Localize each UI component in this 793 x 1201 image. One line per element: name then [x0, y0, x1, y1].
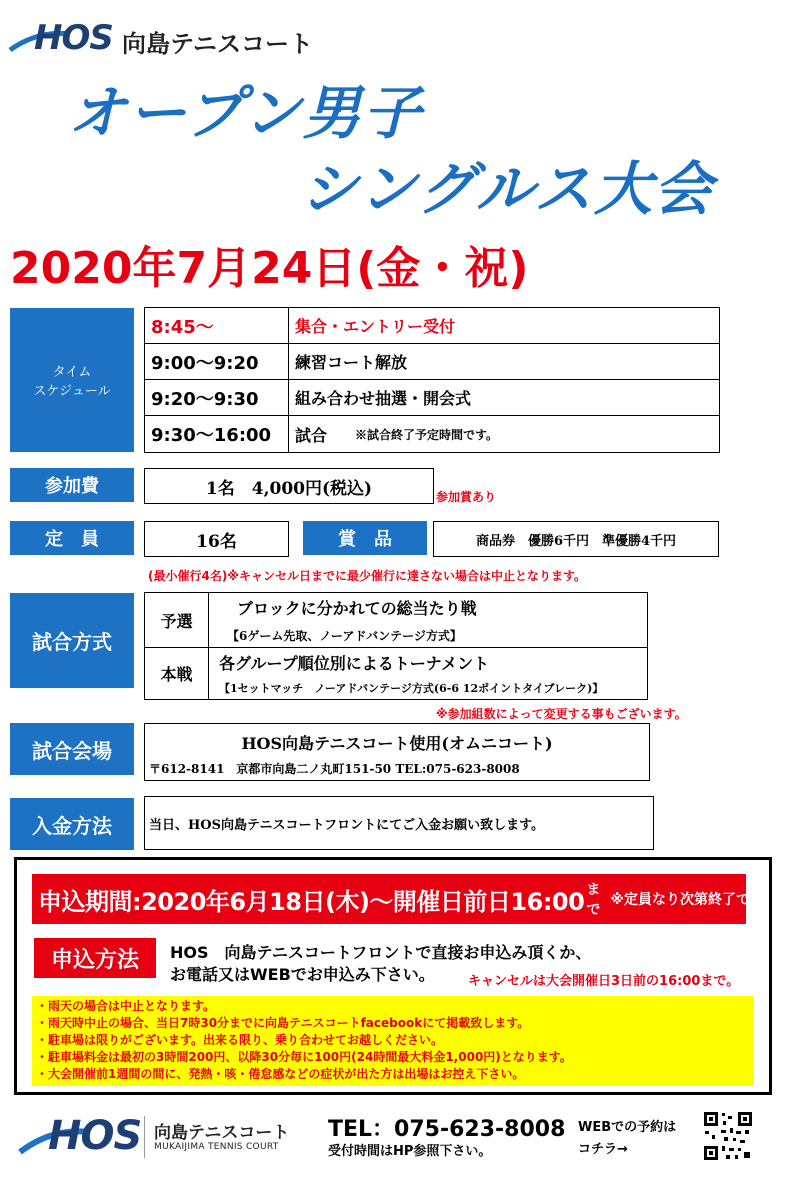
- format-table: [144, 592, 648, 700]
- fee-value: 1名 4,000円(税込): [205, 478, 373, 499]
- schedule-event-1: 練習コート解放: [288, 343, 720, 380]
- schedule-time-2: 9:20～9:30: [144, 379, 289, 416]
- main-sub: 【1セットマッチ ノーアドバンテージ方式(6-6 12ポイントタイブレーク)】: [219, 682, 604, 695]
- application-period-text: 申込期間:2020年6月18日(木)～開催日前日16:00: [38, 887, 585, 916]
- capacity-value-box: [144, 521, 289, 557]
- footer-hours: 受付時間はHP参照下さい。: [328, 1144, 492, 1159]
- notice-item: ・駐車場は限りがございます。出来る限り、乗り合わせてお越しください。: [36, 1033, 444, 1047]
- footer-name-en: MUKAIJIMA TENNIS COURT: [154, 1142, 279, 1152]
- fee-label: 参加費: [10, 468, 134, 502]
- main-label: [144, 647, 209, 700]
- venue-name: HOS向島テニスコート使用(オムニコート): [241, 734, 553, 753]
- venue-label: 試合会場: [10, 723, 134, 775]
- footer-web-line1: WEBでの予約は: [578, 1120, 677, 1135]
- hos-logo-header: [8, 20, 118, 56]
- notice-item: ・雨天の場合は中止となります。: [36, 999, 216, 1013]
- format-label: 試合方式: [10, 593, 134, 688]
- capacity-value: 16名: [196, 531, 237, 552]
- prize-value-box: [433, 521, 719, 557]
- schedule-label-line2: スケジュール: [33, 384, 111, 399]
- venue-box: [144, 723, 650, 781]
- fee-note: 参加賞あり: [436, 490, 497, 504]
- prelim-sub: 【6ゲーム先取、ノーアドバンテージ方式】: [227, 629, 462, 643]
- notice-item: ・大会開催前1週間の間に、発熱・咳・倦怠感などの症状が出た方は出場はお控え下さい。: [36, 1067, 525, 1081]
- prize-label: 賞 品: [303, 521, 427, 555]
- schedule-time-0: 8:45～: [144, 307, 289, 344]
- hos-logo-footer: [18, 1112, 142, 1160]
- footer-tel: TEL：075-623-8008: [328, 1117, 566, 1142]
- title-line-2: シングルス大会: [300, 155, 714, 223]
- brand-name-header: 向島テニスコート: [122, 30, 314, 58]
- main-text: 各グループ順位別によるトーナメント: [219, 654, 490, 673]
- venue-address: 〒612-8141 京都市向島二ノ丸町151-50 TEL:075-623-8008: [149, 762, 520, 776]
- notice-item: ・雨天時中止の場合、当日7時30分までに向島テニスコートfacebookにて掲載致します。: [36, 1016, 530, 1030]
- application-method-label: [34, 938, 156, 978]
- fee-value-box: [144, 468, 434, 504]
- payment-box: [144, 796, 654, 850]
- hos-logo-footer-text: HOS: [48, 1113, 142, 1159]
- schedule-event-3-text: 試合: [295, 425, 328, 445]
- footer-web-line2: コチラ→: [578, 1142, 628, 1157]
- notice-box: [32, 996, 754, 1086]
- event-date: 2020年7月24日(金・祝): [10, 243, 529, 294]
- application-method-label-text: 申込方法: [50, 947, 139, 973]
- notice-item: ・駐車場料金は最初の3時間200円、以降30分毎に100円(24時間最大料金1,000円)となります。: [36, 1050, 572, 1064]
- footer-name-jp: 向島テニスコート: [154, 1123, 290, 1143]
- prelim-label: [144, 592, 209, 648]
- application-method-line2: お電話又はWEBでお申込み下さい。: [170, 965, 435, 984]
- schedule-event-3: [288, 415, 720, 453]
- schedule-label-line1: タイム: [52, 365, 92, 380]
- capacity-note: (最小催行4名)※キャンセル日までに最少催行に達さない場合は中止となります。: [148, 569, 587, 583]
- application-period-banner: [32, 874, 777, 924]
- schedule-label: [10, 308, 134, 452]
- format-note: ※参加組数によって変更する事もございます。: [436, 707, 687, 721]
- prelim-content: [208, 592, 648, 648]
- main-content: [208, 647, 648, 700]
- main-label-text: 本戦: [160, 665, 193, 684]
- application-period-suffix: まで: [586, 882, 601, 918]
- application-method-line1: HOS 向島テニスコートフロントで直接お申込み頂くか、: [170, 943, 592, 962]
- prelim-label-text: 予選: [160, 611, 193, 631]
- schedule-time-1: 9:00～9:20: [144, 343, 289, 380]
- schedule-event-3-note: ※試合終了予定時間です。: [355, 427, 499, 442]
- schedule-time-3: 9:30～16:00: [144, 415, 289, 453]
- capacity-label: 定 員: [10, 521, 134, 555]
- application-period-note: ※定員なり次第終了です。: [610, 892, 777, 908]
- payment-text: 当日、HOS向島テニスコートフロントにてご入金お願い致します。: [149, 817, 545, 833]
- schedule-table: [144, 307, 720, 453]
- footer-divider: [144, 1116, 145, 1158]
- prelim-text: ブロックに分かれての総当たり戦: [237, 599, 477, 618]
- qr-code-icon[interactable]: [702, 1110, 754, 1162]
- schedule-event-0: 集合・エントリー受付: [288, 307, 720, 344]
- title-line-1: オープン男子: [68, 79, 423, 147]
- cancel-note: キャンセルは大会開催日3日前の16:00まで。: [468, 974, 740, 989]
- payment-label: 入金方法: [10, 798, 134, 850]
- hos-logo-text: HOS: [34, 18, 113, 58]
- schedule-event-2: 組み合わせ抽選・開会式: [288, 379, 720, 416]
- prize-value: 商品券 優勝6千円 準優勝4千円: [475, 533, 677, 549]
